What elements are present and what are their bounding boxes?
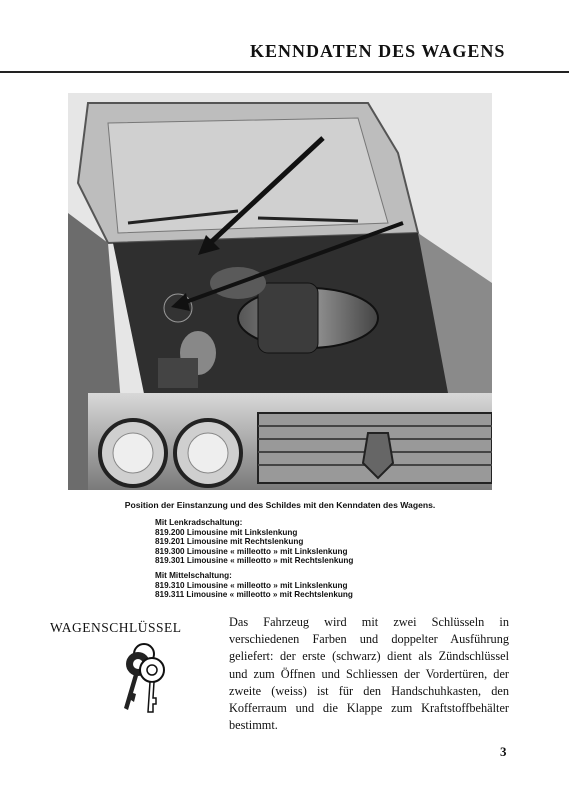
- header-rule: [0, 71, 569, 73]
- model-row: 819.310 Limousine « milleotto » mit Linkslenkung: [155, 580, 348, 590]
- model-list: [155, 518, 485, 600]
- model-group-heading: Mit Lenkradschaltung:: [155, 518, 243, 527]
- page-number: 3: [500, 744, 507, 759]
- keys-icon: [112, 638, 172, 716]
- model-row: 819.311 Limousine « milleotto » mit Rechtslenkung: [155, 590, 353, 600]
- keys-description: Das Fahrzeug wird mit zwei Schlüsseln in verschiedenen Farben und doppelter Ausführung geliefert: der erste (schwarz) dient als Zündschlüssel und zum Öffnen und Schliessen der Vordertüren, der zweite (weiss) ist für den Handschuhkasten, den Kofferraum und die Klappe zum Kraftstoffbehälter bestimmt.: [229, 615, 509, 733]
- model-row: 819.201 Limousine mit Rechtslenkung: [155, 537, 304, 547]
- car-engine-illustration: [68, 93, 492, 490]
- model-group-heading: Mit Mittelschaltung:: [155, 570, 232, 580]
- model-row: 819.300 Limousine « milleotto » mit Linkslenkung: [155, 546, 348, 556]
- photo-caption: Position der Einstanzung und des Schildes mit den Kenndaten des Wagens.: [124, 500, 436, 510]
- model-row: 819.301 Limousine « milleotto » mit Rechtslenkung: [155, 556, 354, 566]
- model-row: 819.200 Limousine mit Linkslenkung: [155, 527, 298, 537]
- section-heading: WAGENSCHLÜSSEL: [50, 620, 182, 635]
- engine-bay-photo: [68, 93, 492, 490]
- page-title: KENNDATEN DES WAGENS: [250, 41, 506, 61]
